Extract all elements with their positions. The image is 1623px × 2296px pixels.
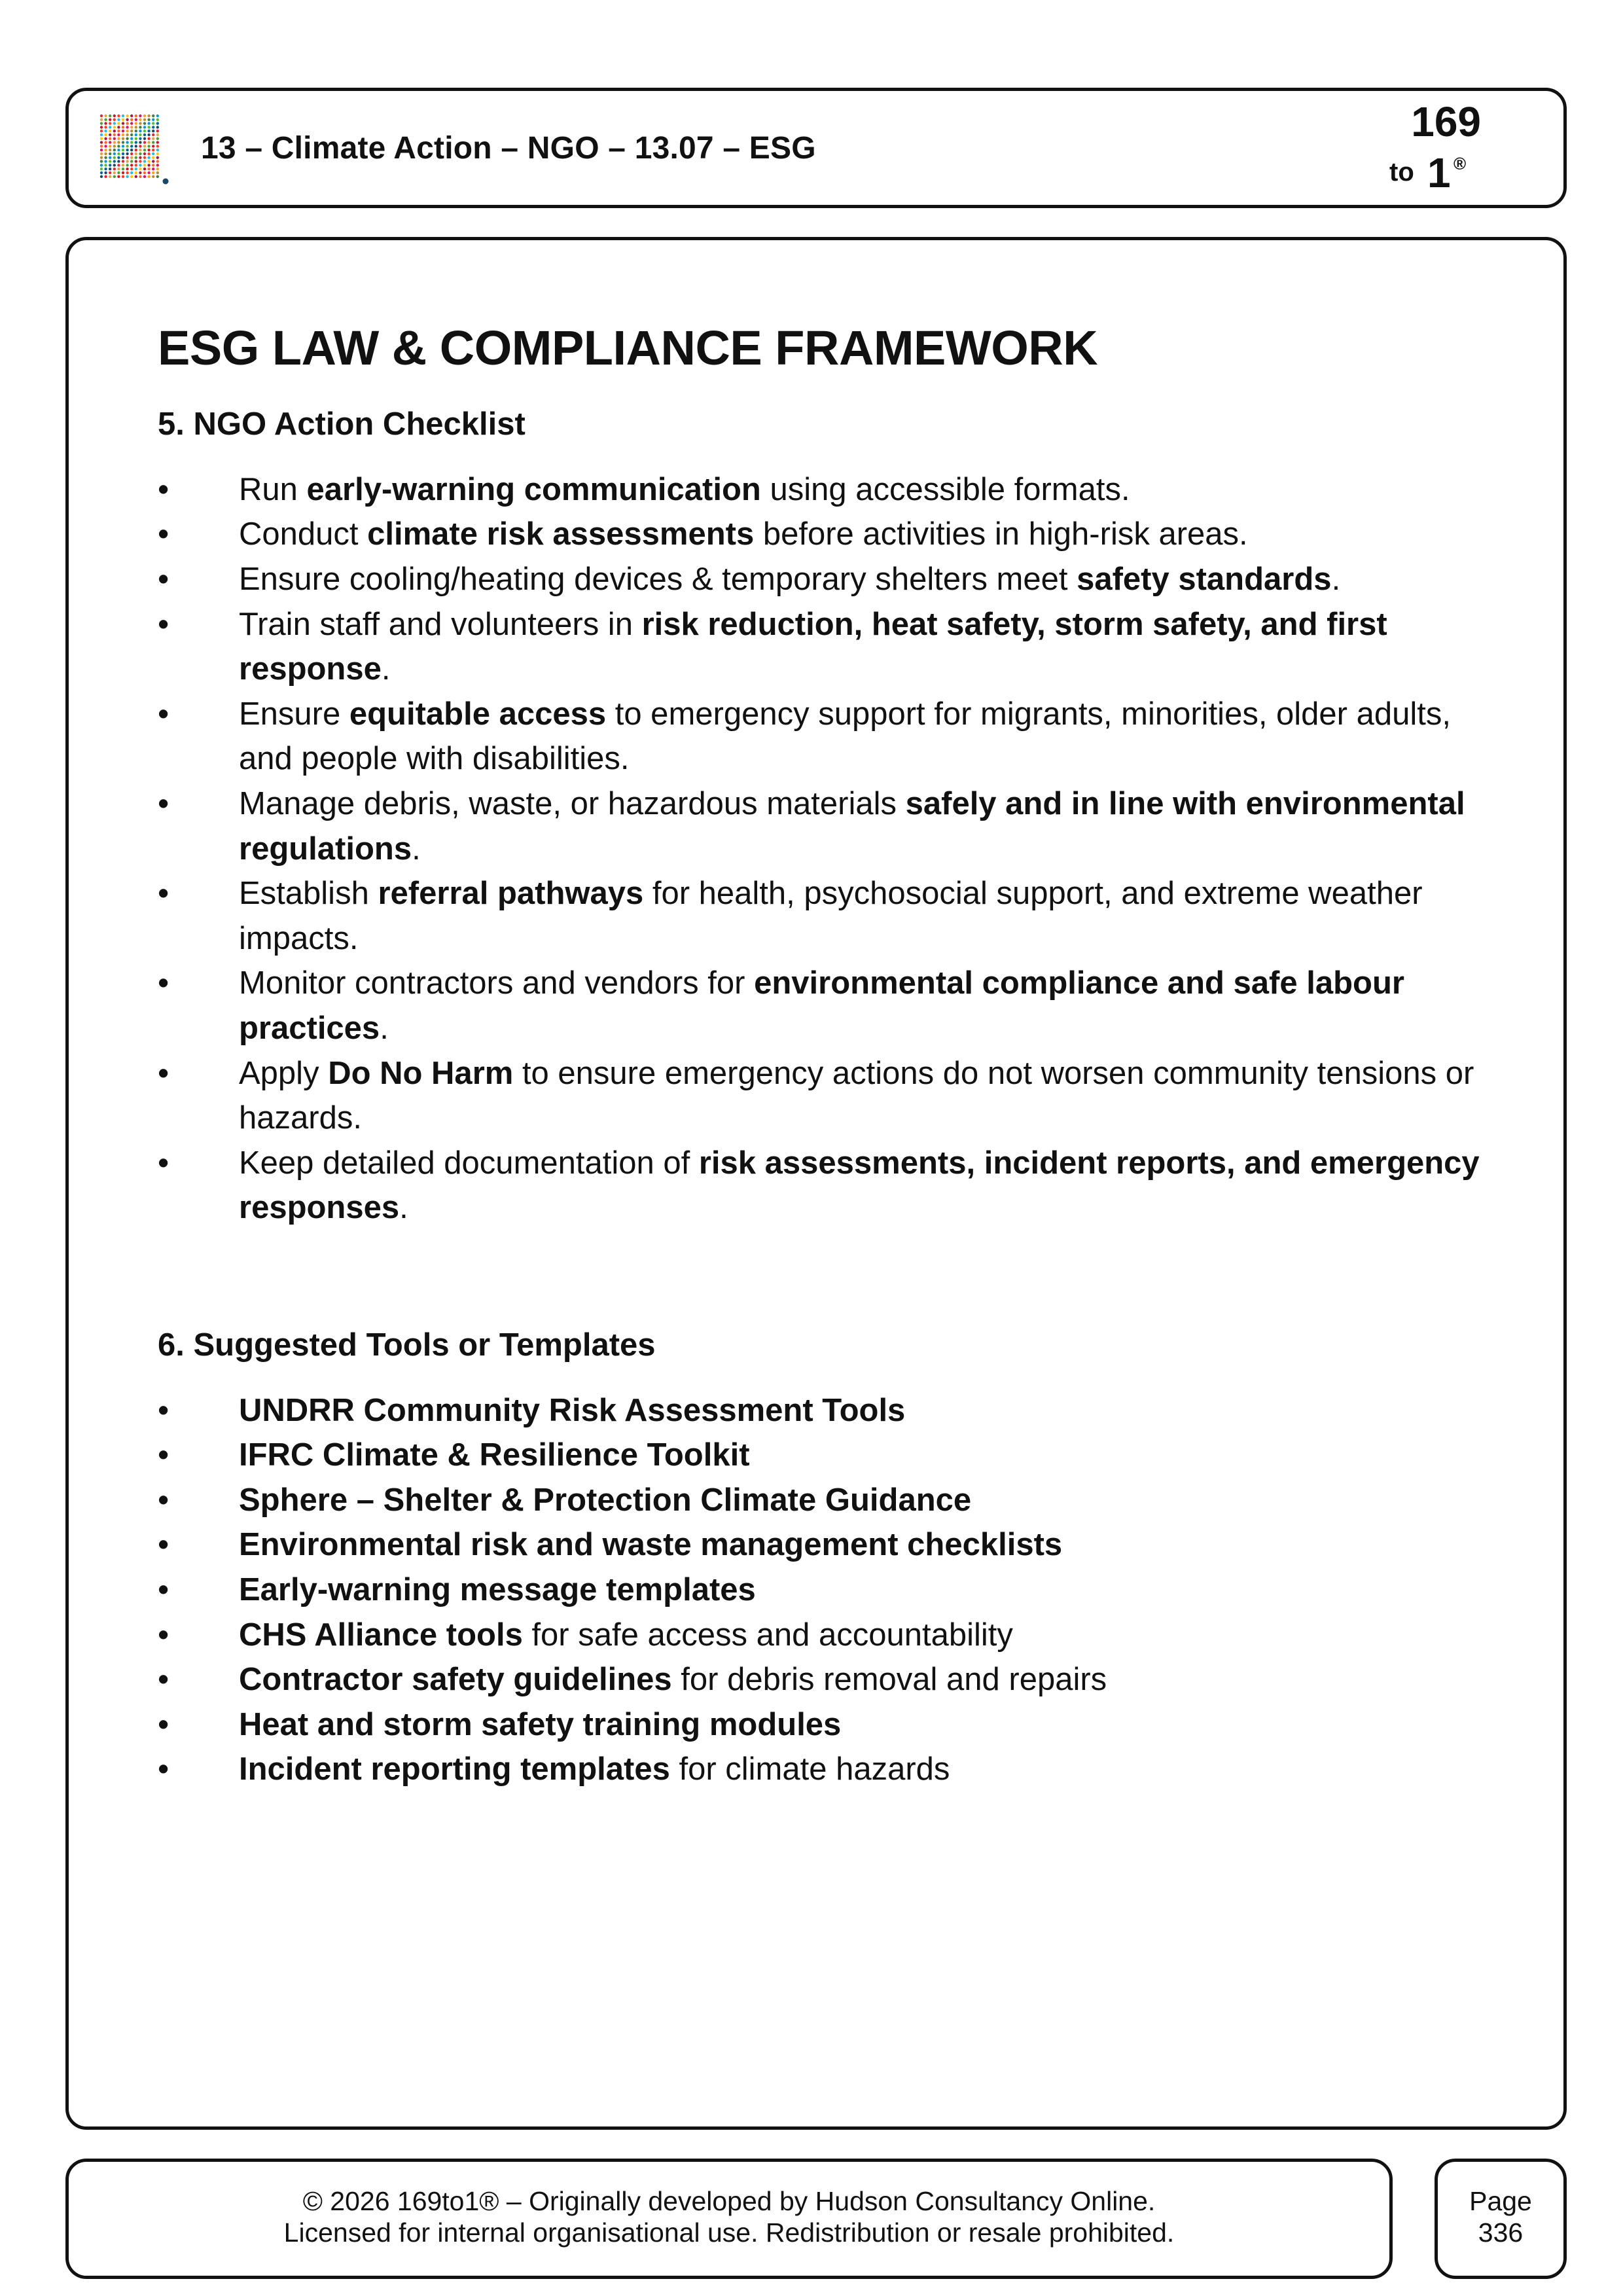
emphasis-text: risk reduction, heat safety, storm safety, and first response bbox=[239, 606, 1387, 687]
item-text: Establish bbox=[239, 876, 378, 912]
list-item bbox=[158, 1613, 1506, 1658]
list-item bbox=[158, 961, 1506, 1050]
main-content-panel bbox=[65, 237, 1567, 2130]
item-text: . bbox=[412, 831, 421, 867]
item-text: Run bbox=[239, 471, 307, 507]
registered-mark: ® bbox=[1454, 154, 1467, 173]
section-heading-tools: 6. Suggested Tools or Templates bbox=[158, 1327, 656, 1363]
bullet-icon: • bbox=[158, 1055, 169, 1091]
bullet-icon: • bbox=[158, 1145, 169, 1181]
item-text: Monitor contractors and vendors for bbox=[239, 965, 755, 1001]
emphasis-text: UNDRR Community Risk Assessment Tools bbox=[239, 1392, 906, 1428]
item-text: for debris removal and repairs bbox=[671, 1662, 1107, 1698]
bullet-icon: • bbox=[158, 1751, 169, 1787]
brand-number: 169 bbox=[1411, 98, 1481, 145]
brand-one: 1 bbox=[1427, 149, 1451, 196]
emphasis-text: Environmental risk and waste management checklists bbox=[239, 1527, 1063, 1563]
section-heading-checklist: 5. NGO Action Checklist bbox=[158, 406, 526, 442]
bullet-icon: • bbox=[158, 516, 169, 552]
list-item bbox=[158, 1747, 1506, 1792]
content-area bbox=[158, 321, 1506, 1792]
list-item bbox=[158, 467, 1506, 512]
item-text: for safe access and accountability bbox=[522, 1617, 1013, 1653]
item-text: Ensure bbox=[239, 696, 349, 732]
item-text: before activities in high-risk areas. bbox=[754, 516, 1248, 552]
emphasis-text: Incident reporting templates bbox=[239, 1751, 670, 1787]
ngo-action-checklist bbox=[158, 467, 1506, 1230]
footer-line-2: Licensed for internal organisational use. Redistribution or resale prohibited. bbox=[283, 2217, 1175, 2248]
item-text: . bbox=[1331, 561, 1341, 597]
list-item bbox=[158, 1702, 1506, 1748]
item-text: for health, psychosocial support, and extreme weather impacts. bbox=[239, 876, 1423, 956]
emphasis-text: IFRC Climate & Resilience Toolkit bbox=[239, 1437, 750, 1473]
list-item bbox=[158, 1051, 1506, 1141]
footer-bar bbox=[65, 2159, 1393, 2279]
bullet-icon: • bbox=[158, 965, 169, 1001]
page-number-box bbox=[1435, 2159, 1567, 2279]
emphasis-text: Contractor safety guidelines bbox=[239, 1662, 672, 1698]
footer-line-1: © 2026 169to1® – Originally developed by Hudson Consultancy Online. bbox=[302, 2186, 1156, 2216]
emphasis-text: climate risk assessments bbox=[367, 516, 755, 552]
bullet-icon: • bbox=[158, 1392, 169, 1428]
bullet-icon: • bbox=[158, 1527, 169, 1563]
suggested-tools-list bbox=[158, 1388, 1506, 1792]
emphasis-text: Do No Harm bbox=[328, 1055, 514, 1091]
bullet-icon: • bbox=[158, 1482, 169, 1518]
bullet-icon: • bbox=[158, 785, 169, 821]
bullet-icon: • bbox=[158, 1437, 169, 1473]
list-item bbox=[158, 692, 1506, 781]
list-item bbox=[158, 1478, 1506, 1523]
item-text: to emergency support for migrants, minorities, older adults, and people with disabilities. bbox=[239, 696, 1451, 777]
emphasis-text: CHS Alliance tools bbox=[239, 1617, 523, 1653]
item-text: Keep detailed documentation of bbox=[239, 1145, 699, 1181]
bullet-icon: • bbox=[158, 606, 169, 642]
bullet-icon: • bbox=[158, 1706, 169, 1742]
emphasis-text: referral pathways bbox=[378, 876, 644, 912]
sdg-dot-grid-logo-icon bbox=[99, 113, 169, 185]
bullet-icon: • bbox=[158, 696, 169, 732]
header-bar bbox=[65, 88, 1567, 208]
emphasis-text: early-warning communication bbox=[306, 471, 761, 507]
list-item bbox=[158, 602, 1506, 692]
emphasis-text: risk assessments, incident reports, and emergency responses bbox=[239, 1145, 1480, 1226]
header-title: 13 – Climate Action – NGO – 13.07 – ESG bbox=[201, 131, 816, 166]
page-indicator bbox=[1438, 2185, 1563, 2248]
brand-logo bbox=[1370, 98, 1481, 202]
list-item bbox=[158, 781, 1506, 871]
list-item bbox=[158, 1657, 1506, 1702]
emphasis-text: equitable access bbox=[349, 696, 607, 732]
footer-copyright bbox=[69, 2185, 1389, 2248]
item-text: Train staff and volunteers in bbox=[239, 606, 642, 642]
list-item bbox=[158, 1568, 1506, 1613]
page-number: 336 bbox=[1478, 2217, 1524, 2248]
list-item bbox=[158, 512, 1506, 557]
emphasis-text: safely and in line with environmental regulations bbox=[239, 785, 1465, 867]
list-item bbox=[158, 1388, 1506, 1433]
item-text: . bbox=[380, 1010, 389, 1046]
bullet-icon: • bbox=[158, 876, 169, 912]
list-item bbox=[158, 871, 1506, 961]
emphasis-text: environmental compliance and safe labour practices bbox=[239, 965, 1404, 1046]
item-text: for climate hazards bbox=[669, 1751, 950, 1787]
emphasis-text: Sphere – Shelter & Protection Climate Guidance bbox=[239, 1482, 972, 1518]
page-title: ESG LAW & COMPLIANCE FRAMEWORK bbox=[158, 321, 1098, 375]
bullet-icon: • bbox=[158, 1617, 169, 1653]
item-text: Manage debris, waste, or hazardous materials bbox=[239, 785, 906, 821]
bullet-icon: • bbox=[158, 561, 169, 597]
item-text: . bbox=[399, 1190, 408, 1226]
emphasis-text: safety standards bbox=[1077, 561, 1332, 597]
list-item bbox=[158, 1141, 1506, 1230]
item-text: . bbox=[381, 651, 391, 687]
item-text: to ensure emergency actions do not worsen community tensions or hazards. bbox=[239, 1055, 1474, 1136]
item-text: using accessible formats. bbox=[760, 471, 1130, 507]
list-item bbox=[158, 557, 1506, 602]
list-item bbox=[158, 1522, 1506, 1568]
bullet-icon: • bbox=[158, 471, 169, 507]
emphasis-text: Early-warning message templates bbox=[239, 1572, 756, 1608]
emphasis-text: Heat and storm safety training modules bbox=[239, 1706, 842, 1742]
item-text: Ensure cooling/heating devices & temporary shelters meet bbox=[239, 561, 1077, 597]
brand-to: to bbox=[1389, 158, 1414, 187]
bullet-icon: • bbox=[158, 1572, 169, 1608]
bullet-icon: • bbox=[158, 1662, 169, 1698]
item-text: Apply bbox=[239, 1055, 329, 1091]
list-item bbox=[158, 1433, 1506, 1478]
page-label: Page bbox=[1469, 2186, 1532, 2216]
item-text: Conduct bbox=[239, 516, 368, 552]
